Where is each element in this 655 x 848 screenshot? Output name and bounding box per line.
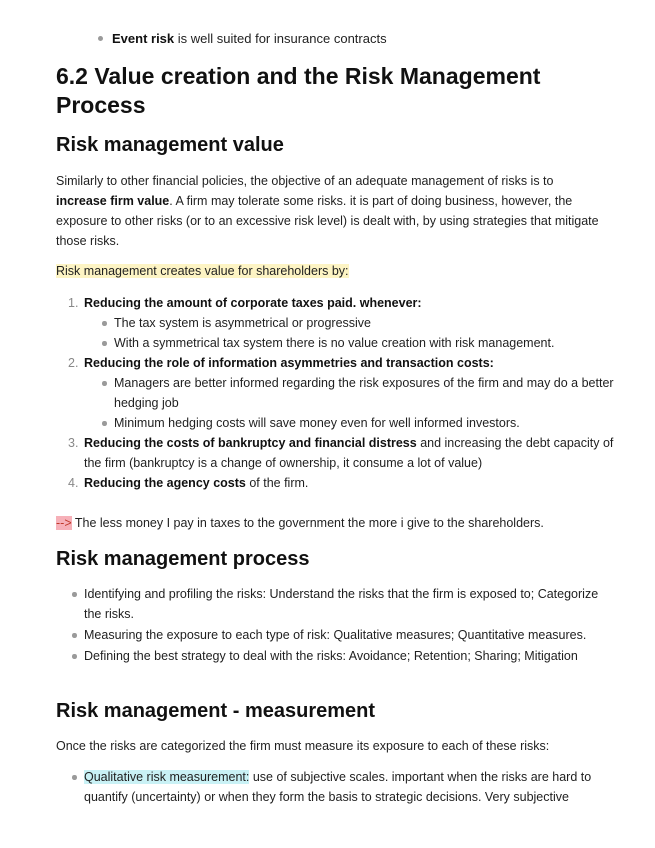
- value-heading: Risk management value: [56, 134, 284, 156]
- item-text: Measuring the exposure to each type of risk: Qualitative measures; Quantitative measures.: [84, 628, 587, 642]
- value-highlight-paragraph: [56, 261, 601, 281]
- process-heading: Risk management process: [56, 548, 310, 570]
- item-number: 4.: [68, 476, 79, 490]
- event-risk-bullet: [98, 31, 387, 46]
- tax-note: [56, 513, 601, 533]
- item-number: 3.: [68, 436, 79, 450]
- sub-text: With a symmetrical tax system there is no value creation with risk management.: [114, 336, 555, 350]
- sub-text: Managers are better informed regarding the risk exposures of the firm and may do a better hedging job: [114, 376, 614, 410]
- bullet-icon: [72, 775, 77, 780]
- list-item: [56, 584, 616, 624]
- intro-text-1: Similarly to other financial policies, the objective of an adequate management of risks is to: [56, 174, 554, 188]
- sub-item: [56, 373, 616, 413]
- item-bold: Reducing the costs of bankruptcy and financial distress: [84, 436, 417, 450]
- arrow-highlight: -->: [56, 516, 72, 530]
- qualitative-highlight: Qualitative risk measurement:: [84, 770, 250, 784]
- value-item: [56, 473, 616, 493]
- list-item: [56, 625, 616, 645]
- value-item: [56, 353, 616, 373]
- bullet-icon: [102, 421, 107, 426]
- sub-text: The tax system is asymmetrical or progressive: [114, 316, 372, 330]
- list-item: [56, 646, 616, 666]
- item-text: Identifying and profiling the risks: Understand the risks that the firm is exposed to; Categorize the risks.: [84, 587, 599, 621]
- item-text: of the firm.: [245, 476, 309, 490]
- bullet-icon: [72, 592, 77, 597]
- item-number: 2.: [68, 356, 79, 370]
- bullet-icon: [102, 381, 107, 386]
- measurement-list: [56, 767, 616, 808]
- bullet-icon: [72, 633, 77, 638]
- process-list: [56, 584, 616, 667]
- value-item: [56, 433, 616, 473]
- note-text: The less money I pay in taxes to the government the more i give to the shareholders.: [71, 516, 544, 530]
- item-number: 1.: [68, 296, 79, 310]
- item-bold: Reducing the agency costs: [84, 476, 246, 490]
- sub-text: Minimum hedging costs will save money even for well informed investors.: [114, 416, 520, 430]
- value-highlight: Risk management creates value for shareholders by:: [56, 264, 349, 278]
- sub-item: [56, 313, 616, 333]
- item-bold: Reducing the role of information asymmetries and transaction costs:: [84, 356, 494, 370]
- bullet-bold: Event risk: [112, 31, 175, 46]
- value-intro: [56, 171, 601, 251]
- item-text: and increasing the debt capacity of the firm (bankruptcy is a change of ownership, it consume a lot of value): [84, 436, 614, 470]
- value-item: [56, 293, 616, 313]
- section-title: 6.2 Value creation and the Risk Management Process: [56, 63, 541, 118]
- intro-text-2: . A firm may tolerate some risks. it is part of doing business, however, the exposure to other risks (or to an excessive risk level) is dealt with, by using strategies that mitigate those risks.: [56, 194, 599, 248]
- bullet-text: is well suited for insurance contracts: [174, 31, 387, 46]
- bullet-icon: [102, 341, 107, 346]
- value-list: [56, 293, 616, 493]
- intro-bold: increase firm value: [56, 194, 170, 208]
- bullet-icon: [98, 36, 103, 41]
- item-text: Defining the best strategy to deal with the risks: Avoidance; Retention; Sharing; Mitigation: [84, 649, 578, 663]
- bullet-icon: [102, 321, 107, 326]
- item-text: use of subjective scales. important when the risks are hard to quantify (uncertainty) or when they form the basis to strategic decisions. Very subjective: [84, 770, 592, 804]
- measurement-heading: Risk management - measurement: [56, 700, 376, 722]
- item-bold: Reducing the amount of corporate taxes paid. whenever:: [84, 296, 422, 310]
- bullet-icon: [72, 654, 77, 659]
- sub-item: [56, 413, 616, 433]
- sub-item: [56, 333, 616, 353]
- measurement-intro: Once the risks are categorized the firm must measure its exposure to each of these risks:: [56, 739, 550, 753]
- list-item: [56, 767, 616, 807]
